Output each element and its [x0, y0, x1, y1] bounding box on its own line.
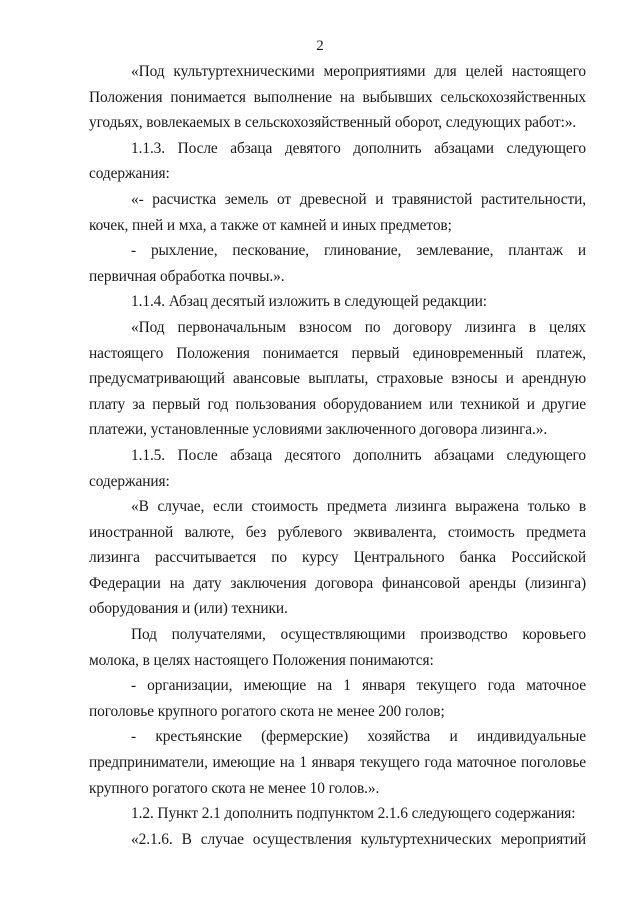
paragraph: - рыхление, пескование, глинование, землевание, плантаж и первичная обработка почвы.».: [89, 242, 586, 285]
paragraph: «Под первоначальным взносом по договору лизинга в целях настоящего Положения понимается первый единовременный платеж, предусматривающий авансовые выплаты, страховые взносы и арендную плату за первый год пользования оборудованием или техникой и другие платежи, установленные условиями заключенного договора лизинга.».: [89, 318, 586, 439]
paragraph: «В случае, если стоимость предмета лизинга выражена только в иностранной валюте, без рублевого эквивалента, стоимость предмета лизинга рассчитывается по курсу Центрального банка Российской Федерации на дату заключения договора финансовой аренды (лизинга) оборудования и (или) техники.: [89, 498, 586, 618]
paragraph: 1.2. Пункт 2.1 дополнить подпунктом 2.1.6 следующего содержания:: [131, 805, 576, 823]
paragraph: «2.1.6. В случае осуществления культуртехнических мероприятий: [131, 830, 586, 848]
page-number: 2: [316, 38, 324, 54]
paragraph: 1.1.5. После абзаца десятого дополнить абзацами следующего содержания:: [89, 446, 586, 490]
paragraph: 1.1.3. После абзаца девятого дополнить абзацами следующего содержания:: [89, 139, 586, 183]
paragraph: Под получателями, осуществляющими производство коровьего молока, в целях настоящего Положения понимаются:: [89, 626, 586, 669]
paragraph: «- расчистка земель от древесной и травянистой растительности, кочек, пней и мха, а также от камней и иных предметов;: [89, 190, 586, 234]
document-body: [89, 59, 586, 852]
paragraph: - организации, имеющие на 1 января текущего года маточное поголовье крупного рогатого скота не менее 200 голов;: [89, 677, 586, 720]
paragraph: «Под культуртехническими мероприятиями для целей настоящего Положения понимается выполнение на выбывших сельскохозяйственных угодьях, вовлекаемых в сельскохозяйственный оборот, следующих работ:».: [89, 63, 586, 132]
paragraph: 1.1.4. Абзац десятый изложить в следующей редакции:: [131, 293, 487, 311]
paragraph: - крестьянские (фермерские) хозяйства и индивидуальные предприниматели, имеющие на 1 января текущего года маточное поголовье крупного рогатого скота не менее 10 голов.».: [89, 728, 586, 797]
